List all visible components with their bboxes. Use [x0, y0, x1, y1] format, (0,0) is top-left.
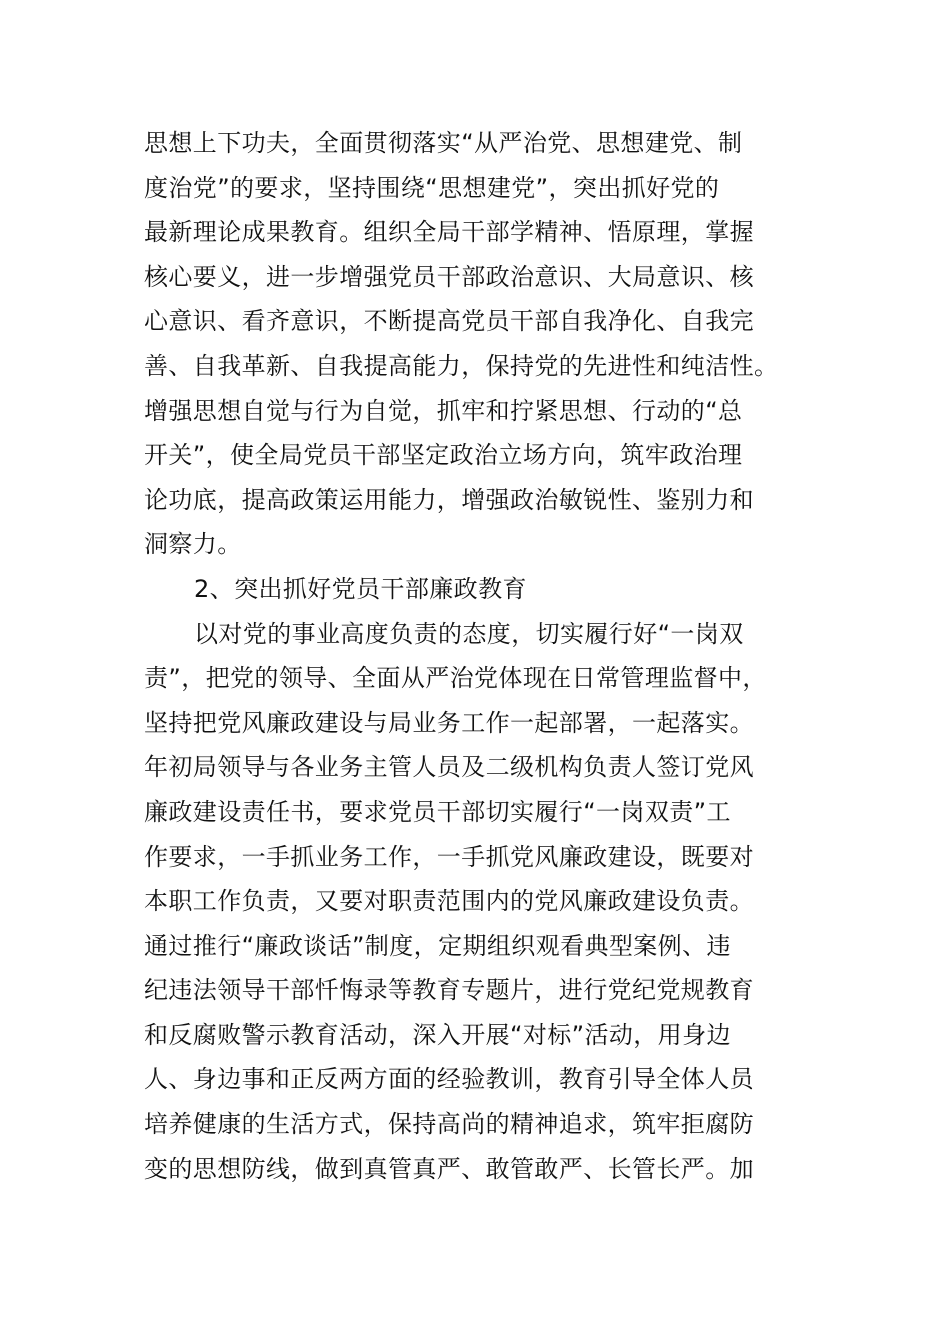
paragraph-line: 本职工作负责，又要对职责范围内的党风廉政建设负责。: [144, 887, 754, 916]
paragraph-line: 开关”，使全局党员干部坚定政治立场方向，筑牢政治理: [144, 441, 743, 470]
paragraph-line-indented: 2、突出抓好党员干部廉政教育: [194, 574, 527, 603]
paragraph-line: 纪违法领导干部忏悔录等教育专题片，进行党纪党规教育: [144, 976, 754, 1005]
paragraph-line: 年初局领导与各业务主管人员及二级机构负责人签订党风: [144, 753, 754, 782]
paragraph-line: 和反腐败警示教育活动，深入开展“对标”活动，用身边: [144, 1020, 731, 1049]
paragraph-line-indented: 以对党的事业高度负责的态度，切实履行好“一岗双: [194, 619, 744, 648]
paragraph-line: 核心要义，进一步增强党员干部政治意识、大局意识、核: [144, 262, 754, 291]
paragraph-line: 度治党”的要求，坚持围绕“思想建党”，突出抓好党的: [144, 173, 720, 202]
paragraph-line: 责”，把党的领导、全面从严治党体现在日常管理监督中，: [144, 664, 767, 693]
paragraph-line: 人、身边事和正反两方面的经验教训，教育引导全体人员: [144, 1065, 754, 1094]
paragraph-line: 善、自我革新、自我提高能力，保持党的先进性和纯洁性。: [144, 351, 779, 380]
paragraph-line: 培养健康的生活方式，保持高尚的精神追求，筑牢拒腐防: [144, 1110, 754, 1139]
paragraph-line: 增强思想自觉与行为自觉，抓牢和拧紧思想、行动的“总: [144, 396, 743, 425]
paragraph-line: 坚持把党风廉政建设与局业务工作一起部署，一起落实。: [144, 708, 754, 737]
paragraph-line: 变的思想防线，做到真管真严、敢管敢严、长管长严。加: [144, 1154, 754, 1183]
paragraph-line: 廉政建设责任书，要求党员干部切实履行“一岗双责”工: [144, 797, 731, 826]
body-text: [144, 121, 804, 1191]
paragraph-line: 洞察力。: [144, 530, 242, 559]
paragraph-line: 论功底，提高政策运用能力，增强政治敏锐性、鉴别力和: [144, 485, 754, 514]
paragraph-line: 最新理论成果教育。组织全局干部学精神、悟原理，掌握: [144, 218, 754, 247]
paragraph-line: 思想上下功夫，全面贯彻落实“从严治党、思想建党、制: [144, 129, 743, 157]
paragraph-line: 通过推行“廉政谈话”制度，定期组织观看典型案例、违: [144, 931, 731, 960]
paragraph-line: 心意识、看齐意识，不断提高党员干部自我净化、自我完: [144, 307, 754, 336]
paragraph-line: 作要求，一手抓业务工作，一手抓党风廉政建设，既要对: [144, 842, 754, 871]
